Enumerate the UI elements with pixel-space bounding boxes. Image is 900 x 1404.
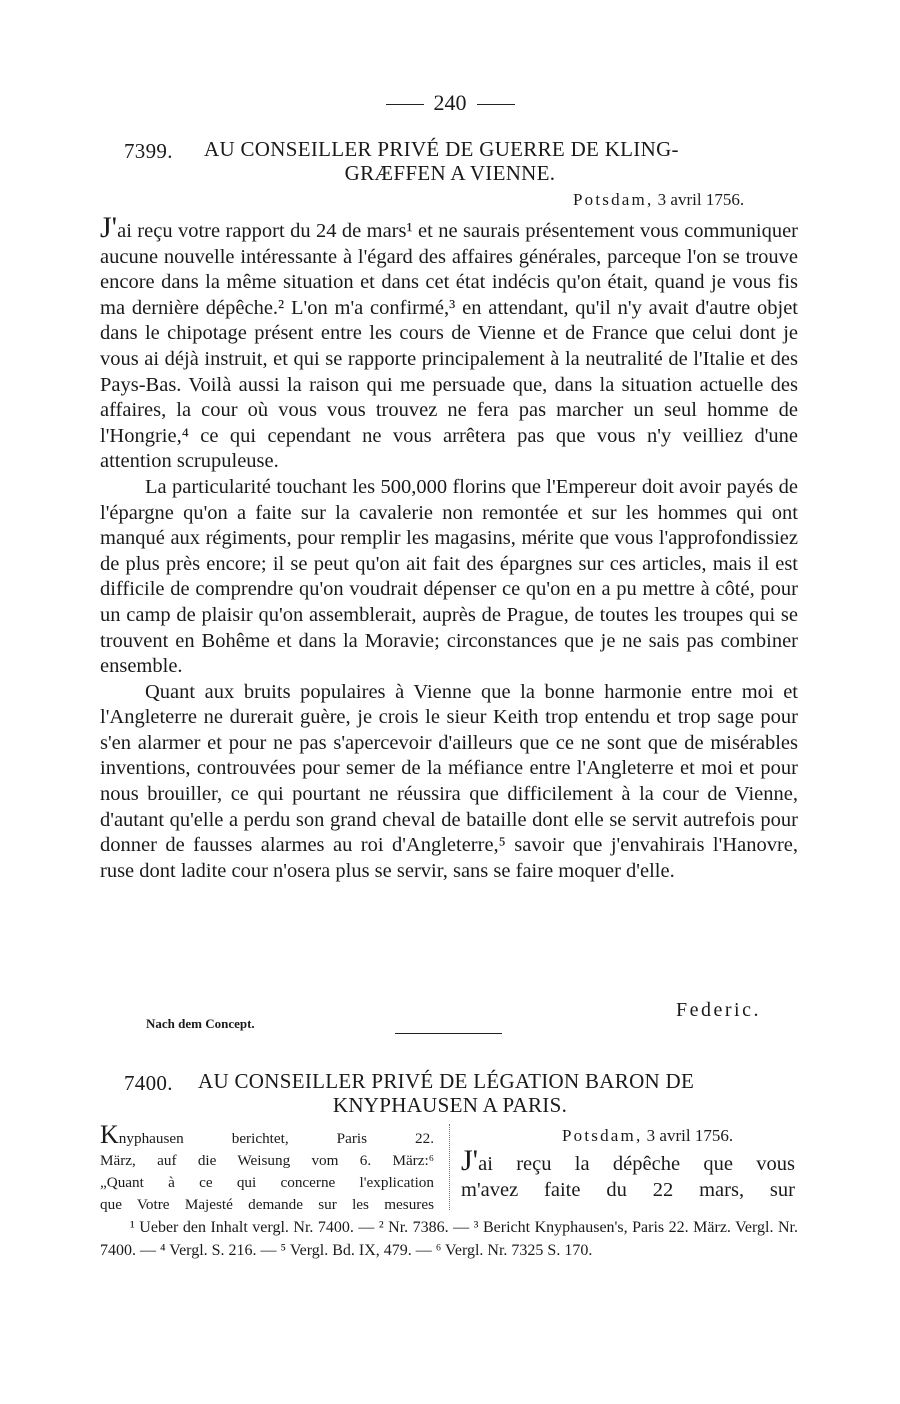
- letter-heading-line-1: AU CONSEILLER PRIVÉ DE GUERRE DE KLING-: [204, 137, 679, 161]
- running-head: [0, 90, 900, 116]
- summary-line: „Quant à ce qui concerne l'explication: [100, 1174, 434, 1191]
- footnotes: [100, 1217, 798, 1262]
- body-line: m'avez faite du 22 mars, sur: [461, 1179, 795, 1201]
- letter-heading-line-2: GRÆFFEN A VIENNE.: [344, 161, 556, 185]
- letter-number: 7399.: [124, 139, 173, 163]
- column-divider: [449, 1124, 450, 1210]
- body-paragraph: La particularité touchant les 500,000 florins que l'Empereur doit avoir payés de l'épargne qu'on a faite sur la cavalerie non remontée et sur les hommes qui ont manqué aux régiments, pour remplir les magasins, mérite que vous l'approfondissiez de plus près encore; il se peut qu'on ait fait des épargnes sur ces articles, mais il est difficile de comprendre qu'on voudrait dépenser ce qu'on en a pu mettre à côté, pour un camp de plaisir qu'on assemblerait, auprès de Prague, de toutes les troupes qui se trouvent en Bohême et dans la Moravie; circonstances que je ne sais pas combiner ensemble.: [100, 475, 798, 678]
- dateline-place: Potsdam,: [562, 1126, 643, 1145]
- dateline: [562, 1126, 733, 1146]
- summary-line: Knyphausen berichtet, Paris 22.: [100, 1120, 434, 1149]
- body-line: J'ai reçu la dépêche que vous: [461, 1144, 795, 1177]
- dateline-date: 3 avril 1756.: [657, 190, 745, 209]
- summary-line: März, auf die Weisung vom 6. März:⁶: [100, 1152, 434, 1169]
- body-paragraph: J'ai reçu votre rapport du 24 de mars¹ et ne saurais présentement vous communiquer aucune nouvelle intéressante à l'égard des affaires générales, parceque l'on se trouve encore dans la même situation et dans cet état indécis qu'on était, quand je vous fis ma dernière dépêche.² L'on m'a confirmé,³ en attendant, qu'il n'y avait d'autre objet dans le chipotage présent entre les cours de Vienne et de France que celui dont je vous ai déjà instruit, et qui se rapporte principalement à la neutralité de l'Italie et des Pays-Bas. Voilà aussi la raison qui me persuade que, dans la situation actuelle des affaires, la cour où vous vous trouvez ne fera pas marcher un seul homme de l'Hongrie,⁴ ce qui cependant ne vous arrêtera pas que vous n'y veilliez d'une attention scrupuleuse.: [100, 211, 798, 473]
- running-head-dash-left: [386, 104, 424, 105]
- dateline-date: 3 avril 1756.: [646, 1126, 734, 1145]
- dateline-place: Potsdam,: [573, 190, 654, 209]
- source-note: Nach dem Concept.: [146, 1016, 255, 1031]
- section-divider: [395, 1033, 502, 1034]
- signature: Federic.: [676, 999, 761, 1021]
- dateline: [573, 190, 744, 210]
- letter-heading-line-1: AU CONSEILLER PRIVÉ DE LÉGATION BARON DE: [198, 1069, 695, 1093]
- letter-heading-line-2: KNYPHAUSEN A PARIS.: [332, 1093, 568, 1117]
- letter-number: 7400.: [124, 1071, 173, 1095]
- letter-body: [100, 211, 798, 884]
- summary-column: [100, 1120, 434, 1216]
- running-head-dash-right: [477, 104, 515, 105]
- footnote-text: ¹ Ueber den Inhalt vergl. Nr. 7400. — ² Nr. 7386. — ³ Bericht Knyphausen's, Paris 22. März. Vergl. Nr. 7400. — ⁴ Vergl. S. 216. — ⁵ Vergl. Bd. IX, 479. — ⁶ Vergl. Nr. 7325 S. 170.: [100, 1219, 798, 1259]
- letter-body: [461, 1144, 795, 1203]
- page-number: 240: [433, 90, 467, 115]
- summary-line: que Votre Majesté demande sur les mesures: [100, 1196, 434, 1213]
- body-paragraph: Quant aux bruits populaires à Vienne que la bonne harmonie entre moi et l'Angleterre ne durerait guère, je crois le sieur Keith trop entendu et trop sage pour s'en alarmer et pour ne pas s'apercevoir d'ailleurs que ce ne sont que de misérables inventions, controuvées pour semer de la méfiance entre l'Angleterre et moi et pour nous brouiller, ce qui pourtant ne réussira que difficilement à la cour de Vienne, d'autant qu'elle a perdu son grand cheval de bataille dont elle se servit autrefois pour donner de fausses alarmes au roi d'Angleterre,⁵ savoir que j'envahirais l'Hanovre, ruse dont ladite cour n'osera plus se servir, sans se faire moquer d'elle.: [100, 680, 798, 882]
